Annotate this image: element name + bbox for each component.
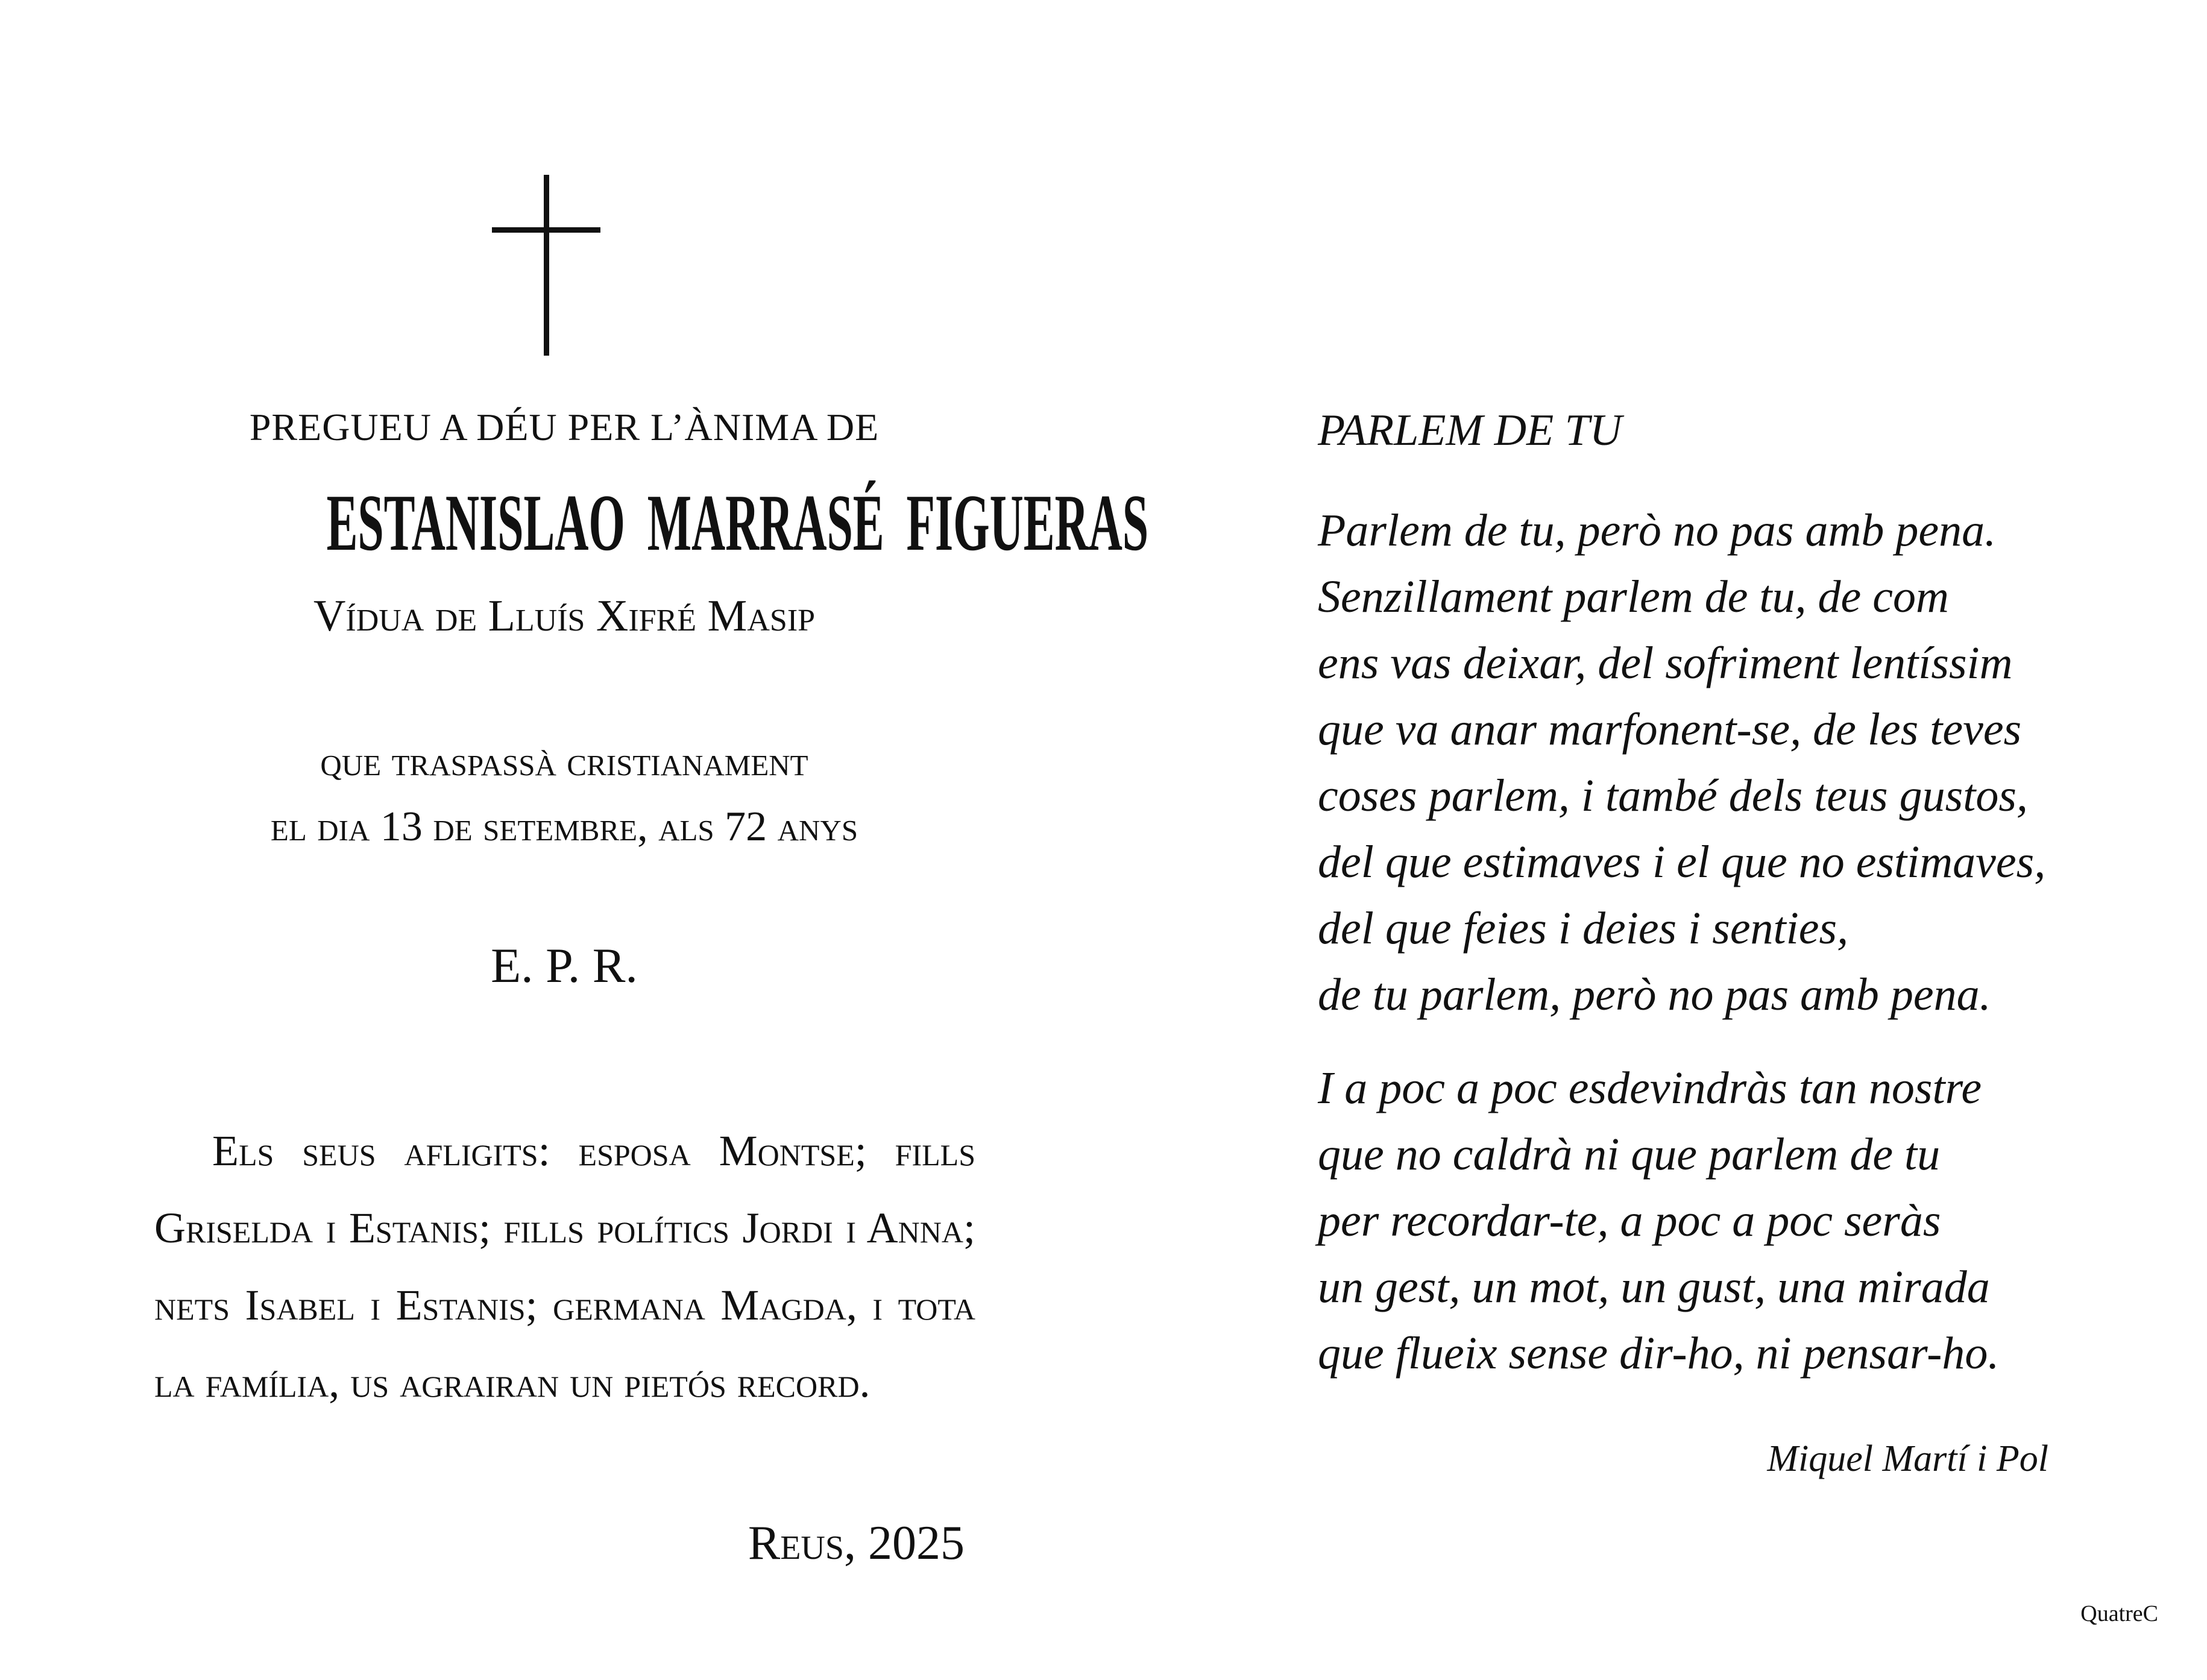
passing-line-2: el dia 13 de setembre, als 72 anys: [270, 804, 858, 850]
poem-stanza-1: [1318, 497, 2102, 1028]
passing-line-1: que traspassà cristianament: [320, 738, 808, 785]
epr-text: E. P. R.: [491, 938, 638, 993]
poem-line: que no caldrà ni que parlem de tu: [1318, 1129, 1941, 1180]
poem-line: del que feies i deies i senties,: [1318, 903, 1849, 954]
poem-line: del que estimaves i el que no estimaves,: [1318, 837, 2046, 887]
deceased-name: ESTANISLAO MARRASÉ FIGUERAS: [326, 478, 1149, 567]
poem-line: un gest, un mot, un gust, una mirada: [1318, 1262, 1990, 1312]
poem-line: que va anar marfonent-se, de les teves: [1318, 704, 2022, 755]
poem-line: ens vas deixar, del sofriment lentíssim: [1318, 638, 2013, 688]
cross-icon: [492, 175, 600, 356]
poem-line: de tu parlem, però no pas amb pena.: [1318, 969, 1991, 1020]
poem-author: Miquel Martí i Pol: [1767, 1438, 2048, 1479]
poem-line: coses parlem, i també dels teus gustos,: [1318, 770, 2028, 821]
poem-line: Senzillament parlem de tu, de com: [1318, 571, 1949, 622]
poem-line: que flueix sense dir-ho, ni pensar-ho.: [1318, 1328, 2000, 1379]
prayer-heading: PREGUEU A DÉU PER L’ÀNIMA DE: [249, 406, 880, 448]
printer-credit: QuatreC: [2080, 1601, 2158, 1626]
family-paragraph: Els seus afligits: esposa Montse; fills Griselda i Estanis; fills polítics Jordi i Anna; nets Isabel i Estanis; germana Magda, i tota la família, us agrairan un pietós record.: [154, 1127, 975, 1406]
poem-line: I a poc a poc esdevindràs tan nostre: [1318, 1063, 1982, 1113]
passing-notice: [154, 729, 974, 860]
widow-line: Vídua de Lluís Xifré Masip: [313, 591, 816, 641]
poem-line: per recordar-te, a poc a poc seràs: [1318, 1195, 1941, 1246]
poem-title: PARLEM DE TU: [1318, 406, 1622, 455]
poem-line: Parlem de tu, però no pas amb pena.: [1318, 505, 1997, 556]
place-date: Reus, 2025: [748, 1517, 965, 1570]
poem-stanza-2: [1318, 1055, 2102, 1386]
